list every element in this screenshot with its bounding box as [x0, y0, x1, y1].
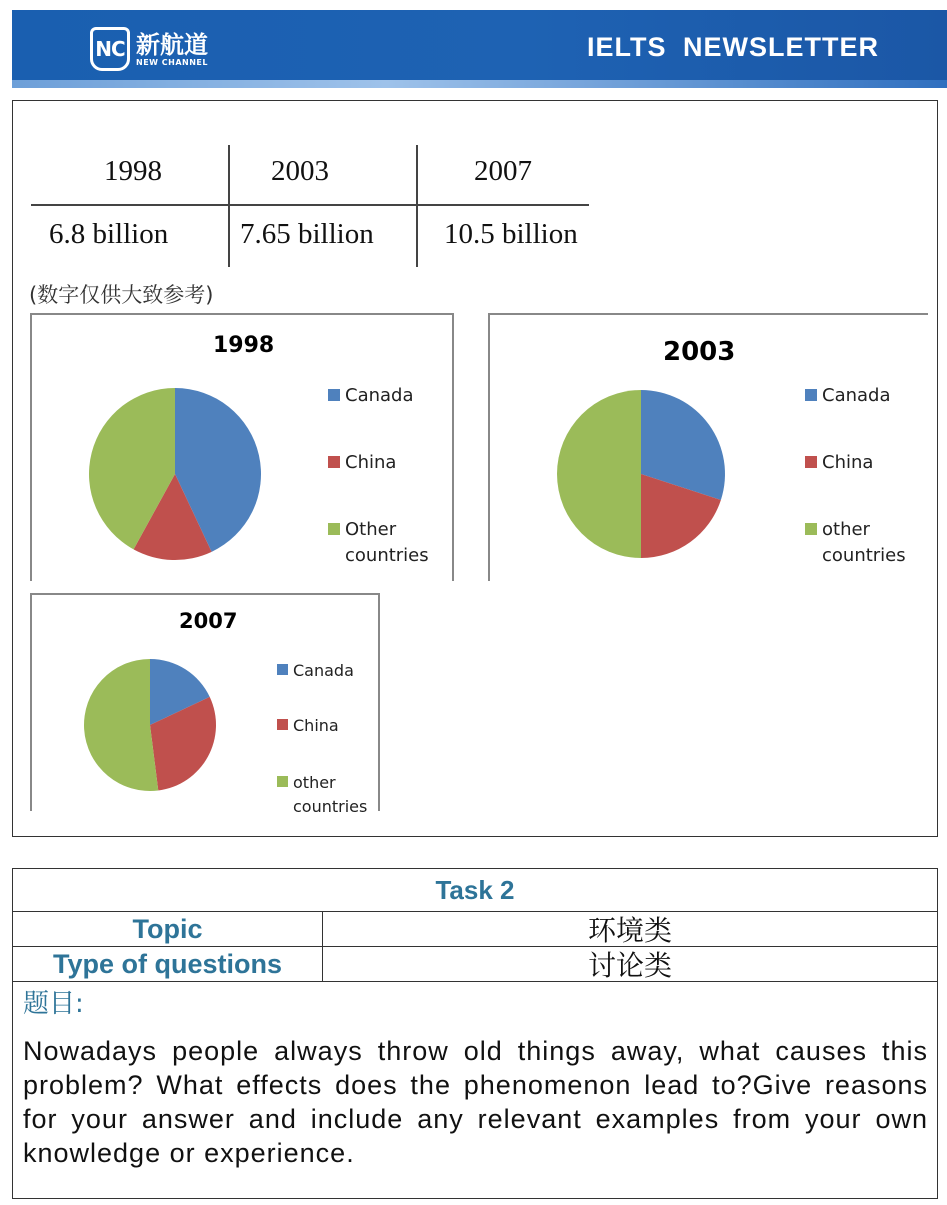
- table-divider: [31, 204, 589, 206]
- legend-label: China: [822, 452, 874, 473]
- year-header-2007: 2007: [474, 155, 532, 187]
- legend-swatch: [805, 523, 817, 535]
- legend-swatch: [805, 456, 817, 468]
- task1-figure: [12, 100, 938, 837]
- chart-title: 2003: [663, 337, 736, 367]
- legend-swatch: [328, 523, 340, 535]
- pie-slice-other-countries: [84, 659, 158, 791]
- legend-label: China: [345, 452, 397, 473]
- topic-value: 环境类: [587, 914, 672, 947]
- question-text: Nowadays people always throw old things away, what causes this problem? What effects does the phenomenon lead to?Give reasons for your answer and include any relevant examples from your own knowledge or experience.: [23, 1036, 928, 1168]
- legend-swatch: [277, 664, 288, 675]
- legend-label: Canada: [293, 661, 354, 680]
- task-heading: Task 2: [13, 869, 937, 912]
- legend-item-china: [805, 450, 873, 476]
- legend-item-other-countries: [328, 517, 429, 569]
- total-value-2003: 7.65 billion: [240, 218, 374, 250]
- legend-swatch: [277, 719, 288, 730]
- legend-item-other-countries: [277, 771, 367, 819]
- new-channel-logo: [90, 24, 208, 74]
- totals-table: [31, 145, 589, 267]
- question-type-label: Type of questions: [13, 947, 323, 981]
- logo-english-name: NEW CHANNEL: [136, 57, 208, 67]
- header-stripe: [12, 80, 947, 88]
- legend-swatch: [805, 389, 817, 401]
- task2-table: [12, 868, 938, 1199]
- pie-slice-other-countries: [557, 390, 641, 558]
- legend-label: Canada: [822, 385, 891, 406]
- legend-item-canada: [328, 383, 414, 409]
- logo-shield-icon: NC: [90, 27, 130, 71]
- legend-item-other-countries: [805, 517, 906, 569]
- table-divider: [416, 145, 418, 267]
- pie-chart-2003: [555, 388, 727, 560]
- legend-swatch: [277, 776, 288, 787]
- pie-chart-1998: [87, 386, 263, 562]
- year-header-1998: 1998: [104, 155, 162, 187]
- legend-item-china: [277, 714, 339, 738]
- question-type-value: 讨论类: [587, 949, 672, 982]
- header-title: IELTS NEWSLETTER: [587, 32, 879, 62]
- total-value-2007: 10.5 billion: [444, 218, 578, 250]
- legend-item-canada: [805, 383, 891, 409]
- topic-label: Topic: [13, 912, 323, 946]
- approximation-note: (数字仅供大致参考): [29, 283, 214, 307]
- legend-swatch: [328, 389, 340, 401]
- legend-label: other countries: [822, 519, 906, 566]
- chart-title: 1998: [213, 333, 275, 358]
- legend-label: China: [293, 716, 339, 735]
- legend-swatch: [328, 456, 340, 468]
- question-label: 题目:: [23, 989, 84, 1019]
- legend-label: Other countries: [345, 519, 429, 566]
- logo-chinese-name: 新航道: [136, 30, 208, 59]
- legend-item-canada: [277, 659, 354, 683]
- legend-label: Canada: [345, 385, 414, 406]
- pie-chart-2007: [82, 657, 218, 793]
- year-header-2003: 2003: [271, 155, 329, 187]
- table-divider: [228, 145, 230, 267]
- newsletter-header: [12, 10, 947, 88]
- topic-row: [13, 912, 937, 947]
- total-value-1998: 6.8 billion: [49, 218, 169, 250]
- question-type-row: [13, 947, 937, 982]
- legend-item-china: [328, 450, 396, 476]
- legend-label: other countries: [293, 773, 368, 816]
- chart-title: 2007: [179, 609, 238, 633]
